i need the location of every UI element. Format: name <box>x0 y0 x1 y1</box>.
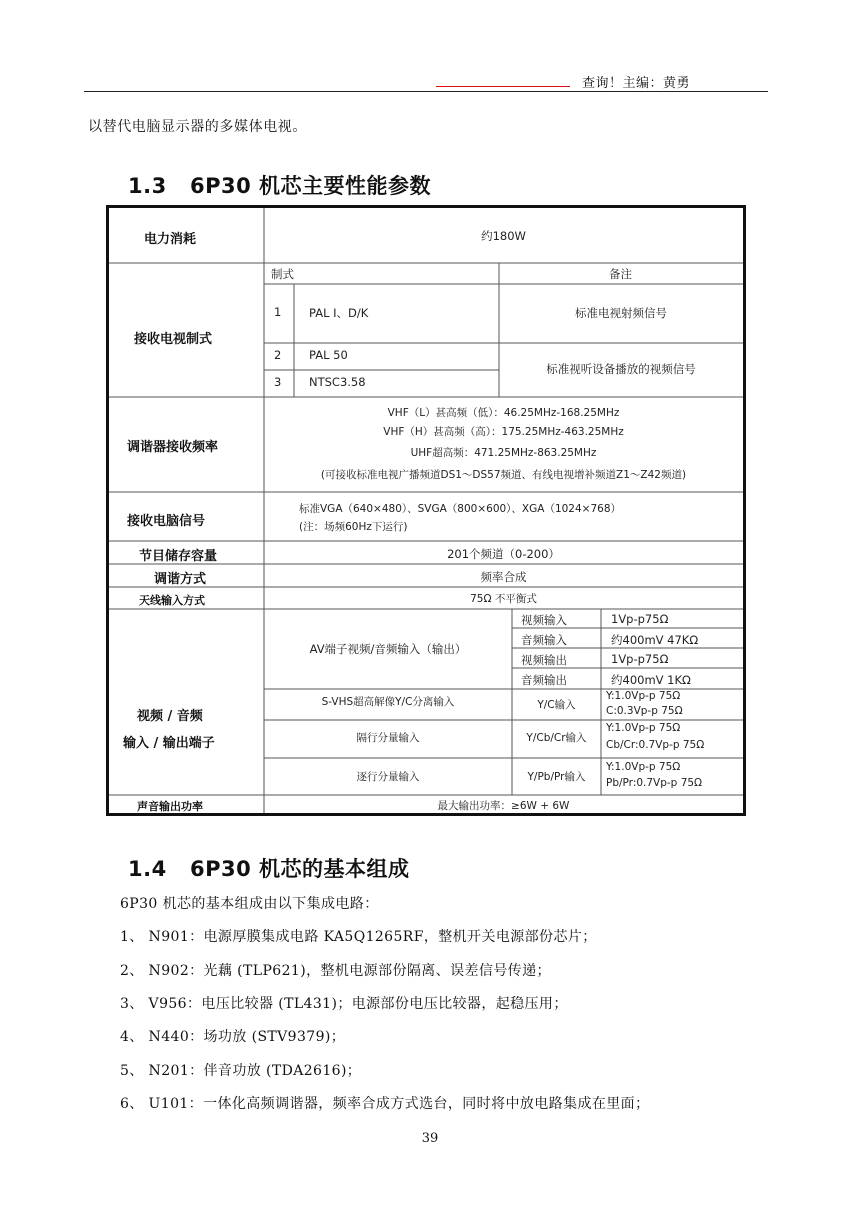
svhs-spec-c: C:0.3Vp-p 75Ω <box>606 705 683 717</box>
tuner-label: 调谐器接收频率 <box>127 440 219 455</box>
header-red-line <box>436 86 570 87</box>
progressive-label: 逐行分量输入 <box>356 771 420 783</box>
interlace-label: 隔行分量输入 <box>356 732 420 744</box>
tv-note-header: 备注 <box>609 267 632 281</box>
header-rule <box>84 91 768 92</box>
av-video-in-name: 视频输入 <box>521 613 567 627</box>
section-1-3-heading <box>128 170 431 200</box>
page-number: 39 <box>421 1131 439 1146</box>
io-label-line2: 输入 / 输出端子 <box>123 736 215 751</box>
svhs-label: S-VHS超高解像Y/C分离输入 <box>321 696 455 708</box>
pc-signal-note: (注：场频60Hz下运行) <box>299 521 408 533</box>
av-audio-out-name: 音频输出 <box>521 673 567 687</box>
storage-value: 201个频道（0-200） <box>447 547 560 561</box>
tv-row-2-number: 2 <box>274 348 282 362</box>
interlace-input-name: Y/Cb/Cr输入 <box>526 732 587 744</box>
tv-system-label: 接收电视制式 <box>134 332 213 347</box>
interlace-spec-cbcr: Cb/Cr:0.7Vp-p 75Ω <box>606 739 705 751</box>
section-number: 1.4 <box>128 857 167 881</box>
tv-system-header: 制式 <box>271 267 294 281</box>
av-audio-out-spec: 约400mV 1KΩ <box>611 673 691 687</box>
component-item-3: 3、 V956：电压比较器 (TL431)；电源部份电压比较器，起稳压用； <box>120 996 568 1012</box>
svhs-input-name: Y/C输入 <box>537 699 576 711</box>
page-header <box>84 62 768 92</box>
interlace-spec-y: Y:1.0Vp-p 75Ω <box>606 722 681 734</box>
components-intro: 6P30 机芯的基本组成由以下集成电路： <box>120 896 379 912</box>
tv-row-1-system: PAL I、D/K <box>309 306 369 320</box>
tuner-line-uhf: UHF超高频：471.25MHz-863.25MHz <box>410 447 597 459</box>
progressive-spec-pbpr: Pb/Pr:0.7Vp-p 75Ω <box>606 777 703 789</box>
antenna-label: 天线输入方式 <box>139 594 205 607</box>
tuner-line-vhf-high: VHF（H）甚高频（高）：175.25MHz-463.25MHz <box>383 426 624 438</box>
pc-signal-label: 接收电脑信号 <box>127 514 206 529</box>
svhs-spec-y: Y:1.0Vp-p 75Ω <box>606 690 681 702</box>
section-title: 6P30 机芯主要性能参数 <box>190 174 432 198</box>
tuner-line-channels: (可接收标准电视广播频道DS1～DS57频道、有线电视增补频道Z1～Z42频道) <box>320 469 687 481</box>
tuning-label: 调谐方式 <box>154 572 207 587</box>
av-terminal-label: AV端子视频/音频输入（输出） <box>309 642 467 656</box>
section-1-4-heading <box>128 853 410 883</box>
av-video-in-spec: 1Vp-p75Ω <box>611 612 669 626</box>
tv-note-video: 标准视听设备播放的视频信号 <box>546 362 696 376</box>
header-text: 查询！主编：黄勇 <box>582 76 691 91</box>
tv-row-3-system: NTSC3.58 <box>309 375 366 389</box>
component-item-5: 5、 N201：伴音功放 (TDA2616)； <box>120 1063 362 1079</box>
tv-row-2-system: PAL 50 <box>309 348 348 362</box>
tv-row-1-number: 1 <box>274 305 282 319</box>
section-number: 1.3 <box>128 174 167 198</box>
component-item-2: 2、 N902：光藕 (TLP621)，整机电源部份隔离、误差信号传递； <box>120 963 551 979</box>
av-video-out-spec: 1Vp-p75Ω <box>611 652 669 666</box>
antenna-value: 75Ω 不平衡式 <box>470 593 537 605</box>
audio-output-label: 声音输出功率 <box>137 800 203 813</box>
power-label: 电力消耗 <box>144 232 197 247</box>
component-item-1: 1、 N901：电源厚膜集成电路 KA5Q1265RF，整机开关电源部份芯片； <box>120 929 597 945</box>
av-video-out-name: 视频输出 <box>521 653 567 667</box>
pc-signal-modes: 标准VGA（640×480）、SVGA（800×600）、XGA（1024×768） <box>299 503 622 515</box>
tv-row-3-number: 3 <box>274 375 282 389</box>
section-title: 6P30 机芯的基本组成 <box>190 857 410 881</box>
component-item-4: 4、 N440：场功放 (STV9379)； <box>120 1029 346 1045</box>
progressive-input-name: Y/Pb/Pr输入 <box>527 771 586 783</box>
io-label-line1: 视频 / 音频 <box>137 709 203 724</box>
tv-note-rf: 标准电视射频信号 <box>575 306 667 320</box>
component-item-6: 6、 U101：一体化高频调谐器，频率合成方式选台，同时将中放电路集成在里面； <box>120 1096 650 1112</box>
power-value: 约180W <box>481 229 526 243</box>
storage-label: 节目储存容量 <box>139 549 218 564</box>
audio-output-value: 最大输出功率：≥6W + 6W <box>437 800 570 812</box>
spec-table <box>106 205 746 816</box>
tuning-value: 频率合成 <box>480 570 527 584</box>
av-audio-in-name: 音频输入 <box>521 633 567 647</box>
progressive-spec-y: Y:1.0Vp-p 75Ω <box>606 761 681 773</box>
tuner-line-vhf-low: VHF（L）甚高频（低）：46.25MHz-168.25MHz <box>387 407 620 419</box>
intro-text: 以替代电脑显示器的多媒体电视。 <box>88 119 307 135</box>
av-audio-in-spec: 约400mV 47KΩ <box>611 633 699 647</box>
